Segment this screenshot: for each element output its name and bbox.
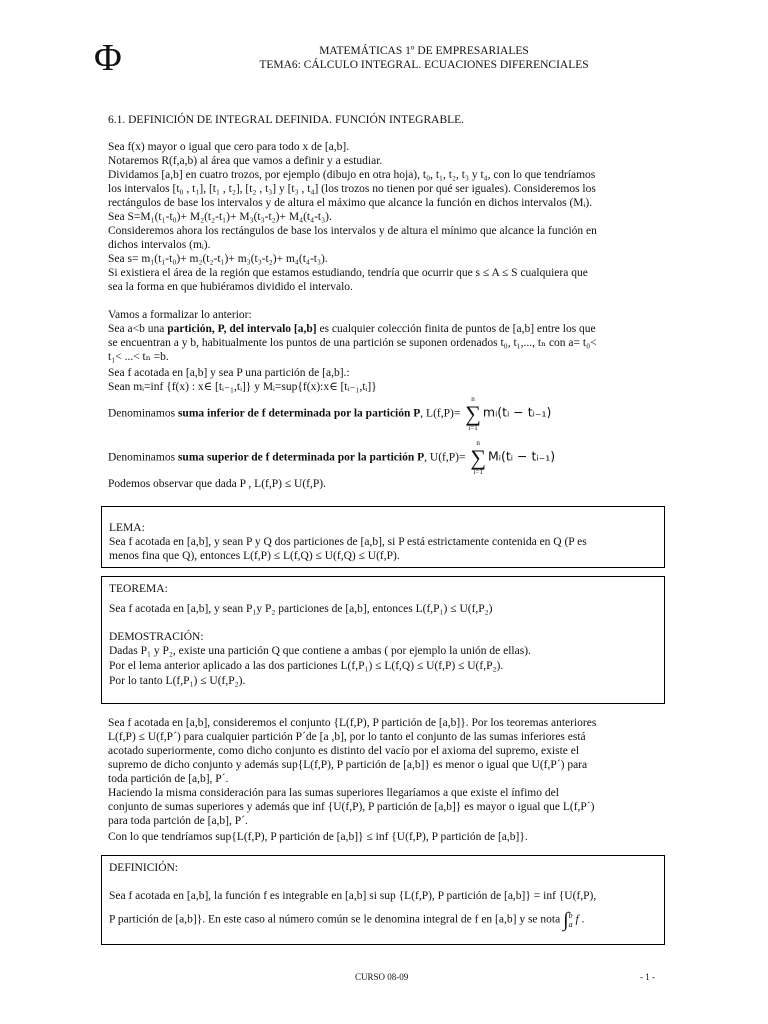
partition-text: es cualquier colección finita de puntos de [a,b] entre los que: [316, 323, 596, 335]
formal-line: Sean mᵢ=inf {f(x) : x∈ [tᵢ₋₁,tᵢ]} y Mᵢ=sup{f(x):x∈ [tᵢ₋₁,tᵢ]}: [108, 381, 377, 393]
demostracion-line: Por lo tanto L(f,P₁) ≤ U(f,P₂).: [109, 675, 246, 687]
demostracion-title: DEMOSTRACIÓN:: [109, 631, 204, 643]
partition-term: partición, P, del intervalo [a,b]: [167, 323, 317, 335]
sum-upper-limit: n: [476, 439, 480, 447]
integral-limits: [569, 911, 573, 929]
partition-text: Sea a<b una: [108, 323, 168, 335]
footer-course: CURSO 08-09: [355, 972, 409, 982]
lema-line: menos fina que Q), entonces L(f,P) ≤ L(f,Q) ≤ U(f,Q) ≤ U(f,P).: [109, 550, 400, 562]
header-title: MATEMÁTICAS 1º DE EMPRESARIALES: [319, 45, 529, 57]
integral-lower-limit: a: [568, 920, 573, 929]
formal-line: se encuentran a y b, habitualmente los puntos de una partición se suponen ordenados t₀, t₁,..., tₙ con a= t₀<: [108, 337, 597, 349]
intro-line: rectángulos de base los intervalos y de altura el máximo que alcance la función en dichos intervalos (Mᵢ).: [108, 197, 593, 209]
definicion-period: .: [581, 913, 585, 926]
formal-line: t₁< ...< tₙ =b.: [108, 351, 169, 363]
demostracion-line: Dadas P₁ y P₂, existe una partición Q que contiene a ambas ( por ejemplo la unión de ellas).: [109, 645, 531, 657]
upper-sum-definition: [108, 440, 555, 476]
intro-line: Sea f(x) mayor o igual que cero para todo x de [a,b].: [108, 141, 350, 153]
sum-upper-limit: n: [471, 395, 475, 403]
teorema-statement: Sea f acotada en [a,b], y sean P₁y P₂ particiones de [a,b], entonces L(f,P₁) ≤ U(f,P₂): [109, 603, 493, 615]
intro-line: Si existiera el área de la región que estamos estudiando, tendría que ocurrir que s ≤ A ≤ S cualquiera que: [108, 267, 588, 279]
definicion-title: DEFINICIÓN:: [109, 862, 178, 874]
sum-lower-limit: i=1: [468, 424, 478, 432]
phi-logo: Φ: [94, 37, 122, 79]
sigma-symbol: ∑: [470, 445, 487, 470]
intro-line: Sea s= m₁(t₁-t₀)+ m₂(t₂-t₁)+ m₃(t₃-t₂)+ m₄(t₄-t₃).: [108, 253, 328, 265]
upper-sum-text: , U(f,P)=: [424, 451, 466, 464]
lower-sum-text: , L(f,P)=: [420, 407, 461, 420]
definicion-text: P partición de [a,b]}. En este caso al número común se le denomina integral de f en [a,b] y se nota: [109, 913, 561, 926]
intro-line: sea la forma en que hubiéramos dividido el intervalo.: [108, 281, 353, 293]
demostracion-line: Por el lema anterior aplicado a las dos particiones L(f,P₁) ≤ L(f,Q) ≤ U(f,P) ≤ U(f,P₂).: [109, 660, 504, 672]
teorema-box: [101, 576, 665, 704]
definicion-box: [101, 855, 665, 945]
section-title: 6.1. DEFINICIÓN DE INTEGRAL DEFINIDA. FUNCIÓN INTEGRABLE.: [108, 114, 465, 126]
upper-sum-text: Denominamos: [108, 451, 178, 464]
definicion-line: Sea f acotada en [a,b], la función f es integrable en [a,b] si sup {L(f,P), P partición de [a,b]} = inf {U(f,P),: [109, 890, 597, 902]
integral-body: f: [575, 913, 579, 926]
lower-sum-term: suma inferior de f determinada por la partición P: [177, 407, 421, 420]
paragraph-line: Sea f acotada en [a,b], consideremos el conjunto {L(f,P), P partición de [a,b]}. Por los teoremas anteriores: [108, 717, 597, 729]
lower-sum-term-expression: mᵢ(tᵢ − tᵢ₋₁): [482, 404, 552, 420]
intro-line: Sea S=M₁(t₁-t₀)+ M₂(t₂-t₁)+ M₃(t₃-t₂)+ M₄(t₄-t₃).: [108, 211, 332, 223]
integral-upper-limit: b: [568, 911, 573, 920]
partition-definition: [108, 322, 596, 336]
formal-line: Sea f acotada en [a,b] y sea P una partición de [a,b].:: [108, 367, 350, 379]
intro-line: dichos intervalos (mᵢ).: [108, 239, 211, 251]
lower-sum-sigma: [465, 396, 481, 432]
lema-title: LEMA:: [109, 522, 145, 534]
paragraph-line: Con lo que tendríamos sup{L(f,P), P partición de [a,b]} ≤ inf {U(f,P), P partición de [a,b]}.: [108, 831, 528, 843]
upper-sum-term-expression: Mᵢ(tᵢ − tᵢ₋₁): [488, 448, 556, 464]
teorema-title: TEOREMA:: [109, 583, 168, 595]
paragraph-line: toda partición de [a,b], P´.: [108, 773, 229, 785]
paragraph-line: acotado superiormente, como dicho conjunto es distinto del vacío por el axioma del supremo, existe el: [108, 745, 580, 757]
observation: Podemos observar que dada P , L(f,P) ≤ U(f,P).: [108, 478, 326, 490]
intro-line: Notaremos R(f,a,b) al área que vamos a definir y a estudiar.: [108, 155, 383, 167]
intro-line: los intervalos [t₀ , t₁], [t₁ , t₂], [t₂ , t₃] y [t₃ , t₄] (los trozos no tienen por qué ser iguales). Consideremos los: [108, 183, 596, 195]
paragraph-line: L(f,P) ≤ U(f,P´) para cualquier partición P´de [a ,b], por lo tanto el conjunto de las sumas inferiores está: [108, 731, 586, 743]
intro-line: Dividamos [a,b] en cuatro trozos, por ejemplo (dibujo en otra hoja), t₀, t₁, t₂, t₃ y t₄, con lo que tendríamos: [108, 169, 596, 181]
definicion-line-integral: [109, 911, 584, 929]
intro-line: Consideremos ahora los rectángulos de base los intervalos y de altura el mínimo que alcance la función en: [108, 225, 597, 237]
paragraph-line: para toda partción de [a,b], P´.: [108, 815, 248, 827]
integral-symbol: ∫: [563, 909, 569, 931]
upper-sum-term: suma superior de f determinada por la partición P: [177, 451, 425, 464]
header-subtitle: TEMA6: CÁLCULO INTEGRAL. ECUACIONES DIFERENCIALES: [259, 59, 589, 71]
upper-sum-sigma: [470, 440, 486, 476]
lema-line: Sea f acotada en [a,b], y sean P y Q dos particiones de [a,b], si P está estrictamente contenida en Q (P es: [109, 536, 587, 548]
formal-line: Vamos a formalizar lo anterior:: [108, 309, 252, 321]
paragraph-line: supremo de dicho conjunto y además sup{L(f,P), P partición de [a,b]} es menor o igual que U(f,P´) para: [108, 759, 588, 771]
paragraph-line: conjunto de sumas superiores y además que inf {U(f,P), P partición de [a,b]} es mayor o igual que L(f,P´): [108, 801, 595, 813]
lower-sum-definition: [108, 396, 551, 432]
footer-page-number: - 1 -: [640, 972, 655, 982]
lower-sum-text: Denominamos: [108, 407, 178, 420]
sum-lower-limit: i=1: [473, 468, 483, 476]
paragraph-line: Haciendo la misma consideración para las sumas superiores llegaríamos a que existe el ínfimo del: [108, 787, 559, 799]
sigma-symbol: ∑: [465, 401, 481, 426]
lema-box: [101, 506, 665, 568]
